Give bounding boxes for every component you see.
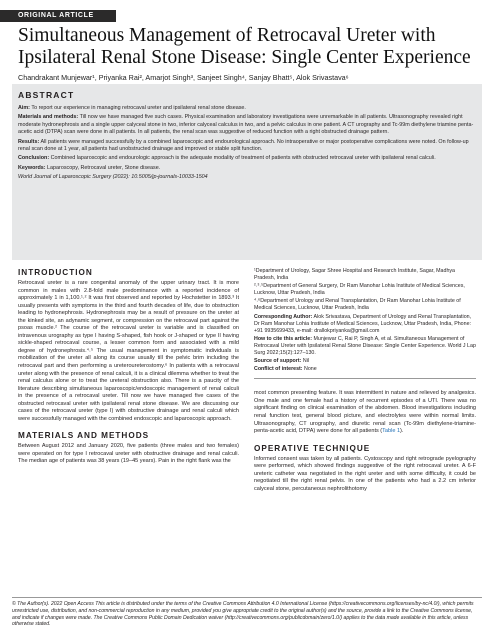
affiliation-block (254, 268, 476, 379)
abstract-results: Results: All patients were managed successfully by a combined laparoscopic and endourological approach. No intraoperative or major postoperative complications were noted. On follow-up renal scan done at 1 year, all patients had unobstructed drainage and improved or stable split function. (18, 138, 469, 153)
affiliation-3: ⁴˒⁶Department of Urology and Renal Transplantation, Dr Ram Manohar Lohia Institute of Medical Sciences, Lucknow, Uttar Pradesh, India (254, 298, 461, 312)
methods-heading: MATERIALS AND METHODS (18, 431, 150, 441)
abstract-citation: World Journal of Laparoscopic Surgery (2022): 10.5005/jp-journals-10033-1504 (18, 174, 208, 181)
introduction-text: Retrocaval ureter is a rare congenital anomaly of the upper urinary tract. It is more common in males with 2.8-fold male predominance with a reported incidence of approximately 1 in 1,100.¹˒² It was first observed and reported by Hochstetter in 1893.³ It usually presents with symptoms in the third and fourth decades of life, due to obstruction leading to hydronephrosis. Hydronephrosis may be a result of pressure on the ureter at the kinked site, an adynamic segment, or compression on the retrocaval part against the psoas muscle.² The course of the retrocaval ureter is variable and is classified on intravenous urography as type I having S-shaped, fish hook or J-shaped or type II having sickle-shaped retrocaval course, a lesser common form and associated with a mild degree of hydronephrosis.⁴˒⁵ The usual management in symptomatic individuals is mobilization of the ureter all along its course usually till the pelvic brim including the retrocaval part and then performing a ureteroureterostomy.⁶ In patients with a retrocaval ureter along with the presence of renal calculi, it is a clinical dilemma whether to treat the renal calculus alone or to treat the ureteral obstruction also. There is a paucity of the literature describing simultaneous laparoscopic/endoscopic management of renal calculi in the presence of a retrocaval ureter. Till now we have managed five cases of the obstructed retrocaval ureter with ipsilateral renal stone disease. We are discussing our cases of the retrocaval ureter (type I) with obstructive drainage and renal calculi which were successfully managed with the combined endoscopic and laparoscopic approach. (18, 280, 239, 422)
abstract-keywords: Keywords: Laparoscopy, Retrocaval ureter, Stone disease. (18, 164, 161, 171)
conflict-of-interest: Conflict of interest: None (254, 366, 317, 373)
introduction-heading: INTRODUCTION (18, 268, 93, 277)
abstract-methods: Materials and methods: Till now we have managed five such cases. Physical examination and laboratory investigations were unremarkable in all patients. Ultrasonography revealed right moderate hydronephrosis and a single upper calyceal stone in two, inferior calyceal calculus in two, and a pelvic calculus in one patient. A CT urography and Tc-99m diethylene triamine penta-acetic acid (DTPA) scan were done in all patients. In all patients, the renal scan was suggestive of reduced function with a right obstructed drainage pattern. (18, 114, 474, 136)
abstract-aim: Aim: To report our experience in managing retrocaval ureter and ipsilateral renal stone disease. (18, 105, 246, 111)
operative-technique-heading: OPERATIVE TECHNIQUE (254, 443, 371, 453)
operative-technique-text: Informed consent was taken by all patients. Cystoscopy and right retrograde pyelography were performed, which showed findings suggestive of the right retrocaval ureter. A 6-F ureteric catheter was negotiated in the right ureter and with some difficulty, it could be negotiated till the right renal pelvis. In one of the patients who had a 2.2 cm inferior calyceal stone, percutaneous nephrolithotomy (254, 455, 476, 492)
source-of-support: Source of support: Nil (254, 358, 310, 365)
affiliation-2: ²˒³˒⁵Department of General Surgery, Dr Ram Manohar Lohia Institute of Medical Sciences, Lucknow, Uttar Pradesh, India (254, 283, 465, 297)
corresponding-author: Corresponding Author: Alok Srivastava, Department of Urology and Renal Transplantation, Dr Ram Manohar Lohia Institute of Medical Sciences, Lucknow, Uttar Pradesh, India, Phone: +91 9935699433, e-mail: drallokpriyanka@gmail.com (254, 313, 472, 334)
abstract-conclusion: Conclusion: Combined laparoscopic and endourologic approach is the adequate modality of treatment of patients with obstructed retrocaval ureter with ipsilateral renal calculi. (18, 155, 436, 162)
article-title: Simultaneous Management of Retrocaval Ureter with Ipsilateral Renal Stone Disease: Single Center Experience (18, 25, 471, 68)
how-to-cite: How to cite this article: Munjewar C, Rai P, Singh A, et al. Simultaneous Management of Retrocaval Ureter with Ipsilateral Renal Stone Disease: Single Center Experience. World J Lap Surg 2022;15(2):127–130. (254, 335, 476, 357)
license-footer: © The Author(s). 2022 Open Access This article is distributed under the terms of the Creative Commons Attribution 4.0 International License (https://creativecommons.org/licenses/by-nc/4.0/), which permits unrestricted use, distribution, and non-commercial reproduction in any medium, provided you give appropriate credit to the original author(s) and the source, provide a link to the Creative Commons license, and indicate if changes were made. The Creative Commons Public Domain Dedication waiver (http://creativecommons.org/publicdomain/zero/1.0/) applies to the data made available in this article, unless otherwise stated. (12, 597, 482, 628)
author-list: Chandrakant Munjewar¹, Priyanka Rai², Amarjot Singh³, Sanjeet Singh⁴, Sanjay Bhatt⁵, Alok Srivastava⁶ (18, 73, 349, 82)
abstract-heading: ABSTRACT (18, 90, 75, 100)
methods-text: Between August 2012 and January 2020, five patients (three males and two females) were operated on for type I retrocaval ureter with obstructive drainage and renal calculi. The median age of patients was 38 years (19–45 years). Pain in the right flank was the (18, 443, 239, 465)
left-column (18, 268, 239, 466)
methods-continued-text: most common presenting feature. It was intermittent in nature and relieved by analgesics. One male and one female had a history of recurrent episodes of a UTI. There was no significant finding on clinical examination of the abdomen. Blood investigations including renal function test, general blood picture, and electrolytes were within normal limits. Ultrasonography, CT urography, and diuretic renal scan (Tc-99m diethylene-triamine-penta-acetic acid, DTPA) were done for all patients (Table 1). (254, 390, 476, 435)
article-type-label: ORIGINAL ARTICLE (0, 10, 116, 22)
table-1-link[interactable]: Table 1 (382, 428, 401, 435)
abstract-box (12, 84, 482, 260)
right-column (254, 268, 476, 493)
affiliation-1: ¹Department of Urology, Sagar Shree Hospital and Research Institute, Sagar, Madhya Pradesh, India (254, 268, 455, 282)
